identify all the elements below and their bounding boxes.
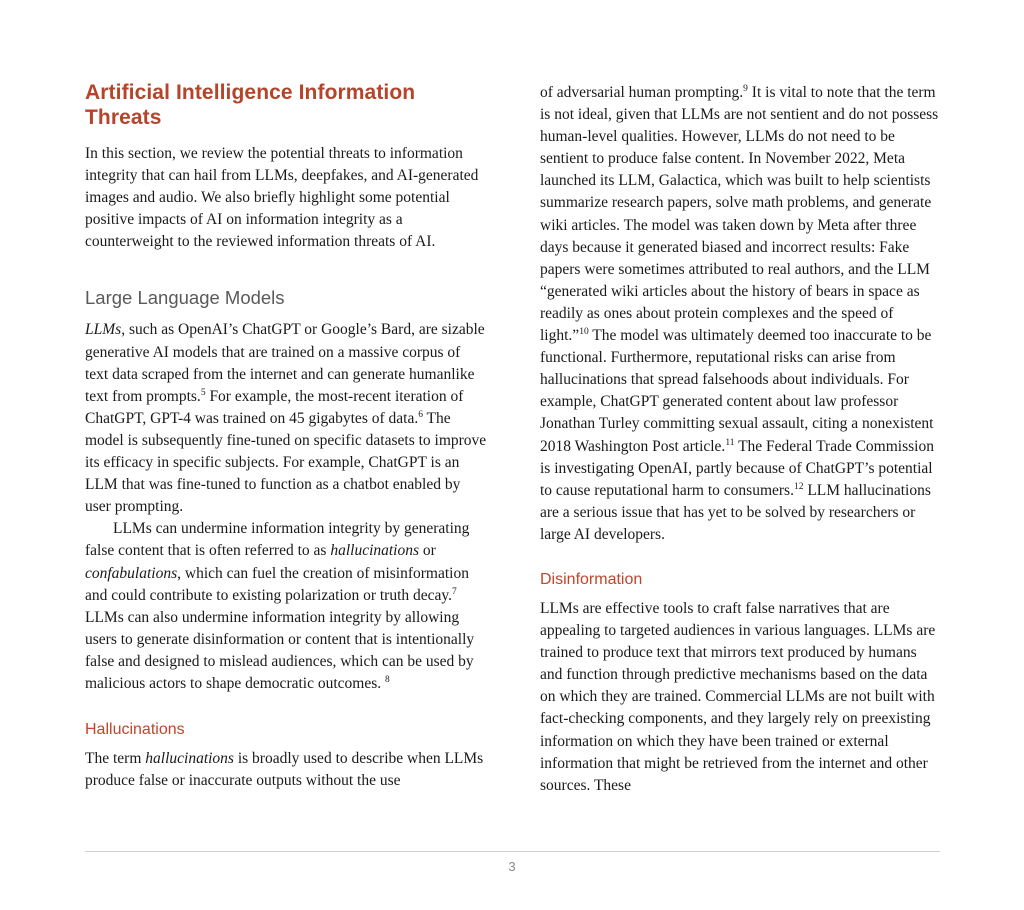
footnote-ref: 8 <box>385 674 390 685</box>
subsection-heading-llm: Large Language Models <box>85 287 285 309</box>
subsection-heading-hallucinations: Hallucinations <box>85 721 185 739</box>
subsection-heading-disinformation: Disinformation <box>540 570 643 588</box>
hallucinations-continued-paragraph: of adversarial human prompting.$^9$ It is vital to note that the term is not ideal, given that LLMs are not sentient and do not possess human-level qualities. However, LLMs do not need to be sentient to produce false content. In November 2022, Meta launched its LLM, Galactica, which was built to help scientists summarize research papers, solve math problems, and generate wiki articles. The model was taken down by Meta after three days because it generated biased and incorrect results: Fake papers were sometimes attributed to real authors, and the LLM “generated wiki articles about the history of bears in space as readily as ones about protein complexes and the speed of light.”$^{10}$ The model was ultimately deemed too inaccurate to be functional. Furthermore, reputational risks can arise from hallucinations that spread falsehoods about individuals. For example, ChatGPT generated content about law professor Jonathan Turley committing sexual assault, citing a nonexistent 2018 Washington Post article.$^{11}$ The Federal Trade Commission is investigating OpenAI, partly because of ChatGPT’s potential to cause reputational harm to consumers.$^{12}$ LLM hallucinations are a serious issue that has yet to be solved by researchers or large AI developers. <box>540 83 939 543</box>
term-confabulations: confabulations <box>85 564 178 582</box>
page-number: 3 <box>508 859 516 874</box>
footnote-ref: 11 <box>725 437 735 448</box>
intro-paragraph: In this section, we review the potential threats to information integrity that can hail from LLMs, deepfakes, and AI-generated images and audio. We also briefly highlight some potential positive impacts of AI on information integrity as a counterweight to the reviewed information threats of AI. <box>85 145 479 251</box>
llm-paragraph-1: LLMs, such as OpenAI’s ChatGPT or Google’s Bard, are sizable generative AI models that are trained on a massive corpus of text data scraped from the internet and can generate humanlike text from prompts.$^5$ For example, the most-recent iteration of ChatGPT, GPT-4 was trained on 45 gigabytes of data.$^6$ The model is subsequently fine-tuned on specific datasets to improve its efficacy in specific subjects. For example, ChatGPT is an LLM that was fine-tuned to function as a chatbot enabled by user prompting. <box>85 321 487 516</box>
llm-paragraph-2: LLMs can undermine information integrity by generating false content that is often referred to as hallucinations or confabulations, which can fuel the creation of misinformation and could contribute to existing polarization or truth decay.$^7$ LLMs can also undermine information integrity by allowing users to generate disinformation or content that is intentionally false and designed to mislead audiences, which can be used by malicious actors to shape democratic outcomes. $^8$ <box>85 520 475 692</box>
footnote-ref: 12 <box>793 481 804 492</box>
footnote-ref: 7 <box>452 586 457 597</box>
footnote-ref: 6 <box>418 409 423 420</box>
section-heading: Artificial Intelligence Information Threats <box>85 81 416 129</box>
term-hallucinations: hallucinations <box>145 750 234 768</box>
disinformation-paragraph: LLMs are effective tools to craft false narratives that are appealing to targeted audiences in various languages. LLMs are trained to produce text that mirrors text produced by humans and function through predictive mechanisms based on the data on which they are trained. Commercial LLMs are not built with fact-checking components, and they largely rely on preexisting information on which they have been trained or external information that might be retrieved from the internet and other sources. These <box>540 599 936 794</box>
hallucinations-paragraph: The term hallucinations is broadly used to describe when LLMs produce false or inaccurate outputs without the use <box>85 750 484 790</box>
term-hallucinations: hallucinations <box>330 542 420 560</box>
left-column <box>85 80 487 792</box>
footnote-ref: 10 <box>579 326 589 337</box>
term-llms: LLMs <box>85 321 122 339</box>
footer-divider <box>85 851 940 852</box>
right-column <box>540 82 940 797</box>
footnote-ref: 5 <box>200 387 206 398</box>
footnote-ref: 9 <box>743 83 748 94</box>
